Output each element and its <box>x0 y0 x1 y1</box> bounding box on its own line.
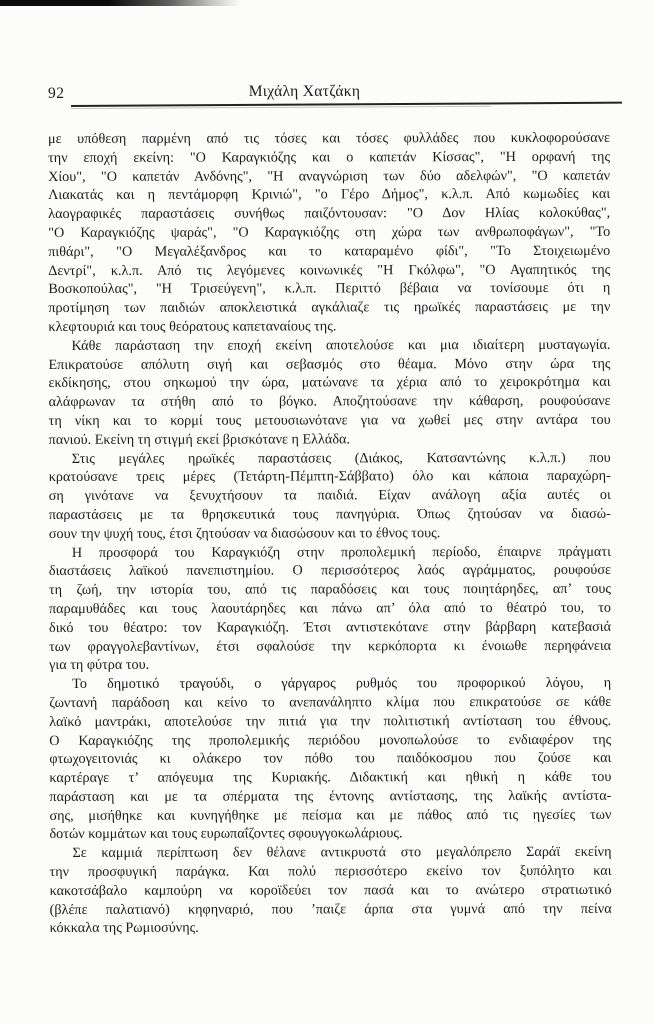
paragraph <box>48 336 610 450</box>
text-line: λαογραφικές παραστάσεις συνήθως παιζόντουσαν: "Ο Δον Ηλίας κολοκύθας", <box>48 205 611 223</box>
text-line: παραστάσεις με τα θρησκευτικά τους πανηγύρια. Όπως ζητούσαν να διασώ- <box>48 505 611 523</box>
text-line: δικό του θέατρο: τον Καραγκιόζη. Έτσι αντιστεκότανε στην βάρβαρη κατεβασιά <box>49 618 612 636</box>
text-line: πανιού. Εκείνη τη στιγμή εκεί βρισκότανε η Ελλάδα. <box>48 431 351 448</box>
text-line: σουν την ψυχή τους, έτσι ζητούσαν να διασώσουν και το έθνος τους. <box>48 524 441 542</box>
text-line: για τη φύτρα του. <box>49 657 150 674</box>
text-line: Λιακατάς και η πεντάμορφη Κρινιώ", "ο Γέρο Δήμος", κ.λ.π. Από κωμωδίες και <box>48 186 611 204</box>
text-line: κλεφτουριά και τους θεόρατους καπεταναίους της. <box>48 318 337 335</box>
text-line: φτωχογειτονιάς κι ολάκερο τον πόθο του παιδόκοσμου που ζούσε και <box>49 750 612 768</box>
text-line: (βλέπε παλατιανό) κηφηναριό, που ’παιζε άρπα στα γυμνά από την πείνα <box>49 900 612 918</box>
text-line: Σε καμμιά περίπτωση δεν θέλανε αντικρυστά στο μεγαλόπρεπο Σαράϊ εκείνη <box>72 844 612 862</box>
text-line: τη νίκη και το κορμί τους μετουσιωνότανε για να χωθεί μες στην αντάρα του <box>48 411 611 429</box>
text-line: δοτών κομμάτων και τους ευρωπαΐζοντες σφουγγοκωλάριους. <box>49 825 403 843</box>
page-body <box>48 129 612 938</box>
text-line: Χίου", "Ο καπετάν Ανδόνης", "Η αναγνώριση των δύο αδελφών", "Ο καπετάν <box>48 167 611 185</box>
text-line: Βοσκοπούλας", "Η Τρισεύγενη", κ.λ.π. Περιττό βέβαια να τονίσουμε ότι η <box>48 280 611 298</box>
text-line: τη ζωή, την ιστορία του, από τις παραδόσεις και τους ποιητάρηδες, απ’ τους <box>48 580 611 599</box>
text-line: Το δημοτικό τραγούδι, ο γάργαρος ρυθμός του προφορικού λόγου, η <box>72 674 612 693</box>
text-line: την εποχή εκείνη: "Ο Καραγκιόζης και ο καπετάν Κίσσας", "Η ορφανή της <box>48 148 611 166</box>
paragraph <box>49 448 611 543</box>
text-line: την προσφυγική παράγκα. Και πολύ περισσότερο εκείνο τον ξυπόλητο και <box>49 862 612 881</box>
text-line: Δεντρί", κ.λ.π. Από τις λεγόμενες κοινωνικές "Η Γκόλφω", "Ο Αγαπητικός της <box>48 261 611 279</box>
page-number: 92 <box>48 85 65 102</box>
text-line: κόκκαλα της Ρωμιοσύνης. <box>49 920 199 937</box>
text-line: Κάθε παράσταση την εποχή εκείνη αποτελούσε και μια ιδιαίτερη μυσταγωγία. <box>71 336 611 354</box>
text-line: διαστάσεις λαϊκού πανεπιστημίου. Ο περισσότερος λαός αγράμματος, ρουφούσε <box>48 562 611 580</box>
text-line: καρτέραγε τ’ απόγευμα της Κυριακής. Διδακτική και ηθική η κάθε του <box>49 768 612 787</box>
text-line: σης, μισήθηκε και κυνηγήθηκε με πείσμα και με πάθος από τις ηγεσίες των <box>49 806 612 824</box>
text-line: λαϊκό μαντράκι, αποτελούσε την πιτιά για την πολιτιστική αντίσταση του έθνους. <box>49 712 612 730</box>
text-line: με υπόθεση παρμένη από τις τόσες και τόσες φυλλάδες που κυκλοφορούσανε <box>48 129 611 147</box>
text-line: ση γινότανε να ξενυχτήσουν τα παιδιά. Είχαν ανάλογη αξία αυτές οι <box>48 486 611 505</box>
text-line: προτίμηση των παιδιών αποκλειστικά αγκάλιαζε τις ηρωϊκές παραστάσεις με την <box>48 298 611 317</box>
text-line: Επικρατούσε απόλυτη σιγή και σεβασμός στο θέαμα. Μόνο στην ώρα της <box>48 355 611 373</box>
text-line: κακοτσάβαλο καμπούρη να κοροϊδεύει τον πασά και το ανώτερο στρατιωτικό <box>49 881 612 899</box>
text-line: αλάφρωναν τα στήθη από το βόγκο. Αποζητούσανε την κάθαρση, ρουφούσανε <box>48 392 611 411</box>
scan-artifact-bar <box>0 0 240 6</box>
paragraph <box>48 129 610 337</box>
paragraph <box>49 843 611 938</box>
text-line: Ο Καραγκιόζης της προπολεμικής περιόδου μονοπωλούσε το ενδιαφέρον της <box>49 731 612 749</box>
text-line: Στις μεγάλες ηρωϊκές παραστάσεις (Διάκος, Κατσαντώνης κ.λ.π.) που <box>71 449 611 467</box>
paragraph <box>49 542 611 675</box>
text-line: ζωντανή παράδοση και κείνο το ανεπανάληπτο κλίμα που επικρατούσε σε κάθε <box>49 693 612 711</box>
paragraph <box>49 674 611 844</box>
text-line: των φραγγολεβαντίνων, έτσι σφαλούσε την κερκόπορτα κι ένοιωθε περηφάνεια <box>49 637 612 655</box>
text-line: "Ο Καραγκιόζης ψαράς", "Ο Καραγκιόζης στη χώρα των ανθρωποφάγων", "Το <box>48 223 611 241</box>
text-line: παραμυθάδες και τους λαουτάρηδες και πάνω απ’ όλα από το θέατρό του, το <box>48 599 612 617</box>
text-line: παράσταση και με τα σπέρματα της έντονης αντίστασης, της λαϊκής αντίστα- <box>49 787 612 805</box>
text-line: εκδίκησης, στου σηκωμού την ώρα, ματώνανε τα χέρια από το χειροκρότημα και <box>48 374 611 392</box>
text-line: Η προσφορά του Καραγκιόζη στην προπολεμική περίοδο, έπαιρνε πράγματι <box>71 543 611 561</box>
text-line: κρατούσανε τρεις μέρες (Τετάρτη-Πέμπτη-Σάββατο) όλο και κάποια παραχώρη- <box>48 468 611 486</box>
running-header: Μιχάλη Χατζάκη <box>248 83 361 100</box>
text-line: πιθάρι", "Ο Μεγαλέξανδρος και το καταραμένο φίδι", "Το Στοιχειωμένο <box>48 242 611 260</box>
